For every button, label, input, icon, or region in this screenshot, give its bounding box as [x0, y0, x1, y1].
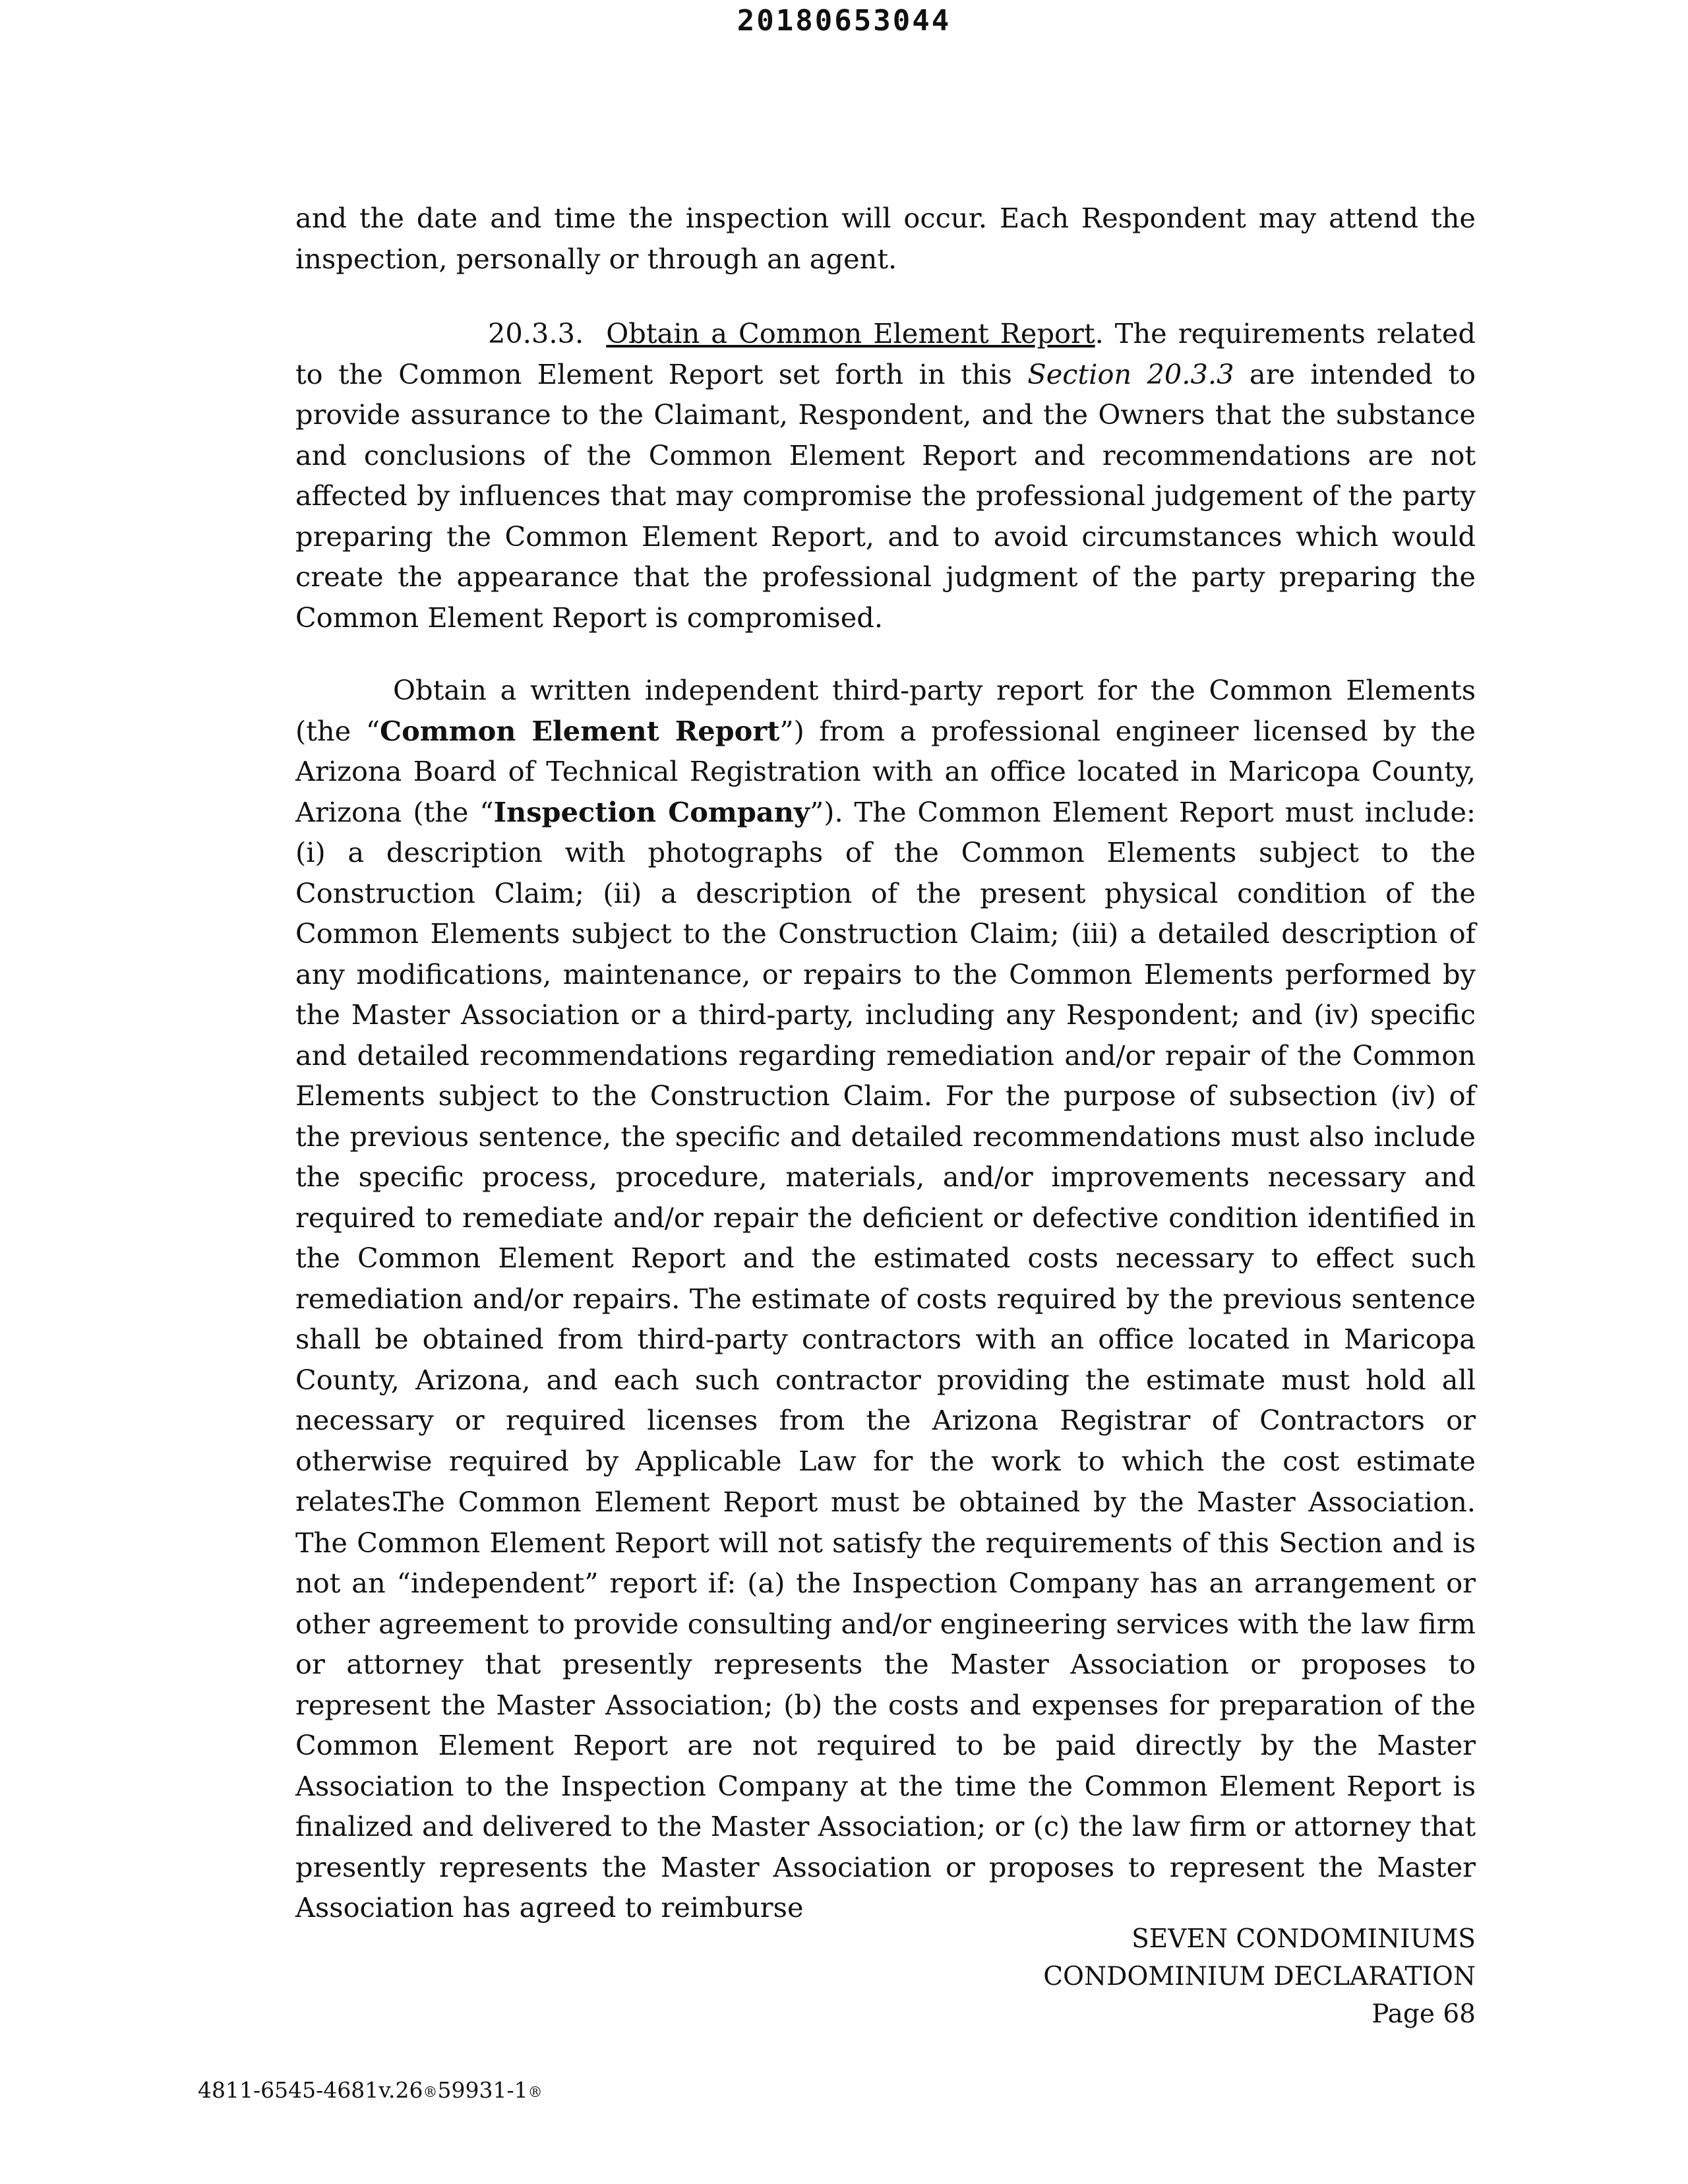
document-id-part2: 59931-1: [437, 2077, 528, 2103]
registered-mark-2: ®: [528, 2084, 543, 2101]
paragraph-obtain-report: [295, 670, 1476, 1522]
section-text-b: are intended to provide assurance to the Claimant, Respondent, and the Owners that the substance and conclusions of the Common Element Report and recommendations are not affected by influences that may compromise the professional judgement of the party preparing the Common Element Report, and to avoid circumstances which would create the appearance that the professional judgment of the party preparing the Common Element Report is compromised.: [295, 357, 1476, 634]
paragraph-master-association: [295, 1482, 1476, 1928]
page-number: Page 68: [1372, 1999, 1476, 2029]
section-number: 20.3.3.: [488, 317, 584, 349]
section-title: Obtain a Common Element Report: [606, 317, 1095, 349]
defined-term-common-element-report: Common Element Report: [380, 714, 780, 747]
defined-term-inspection-company: Inspection Company: [493, 795, 810, 828]
page-footer: [1043, 1920, 1476, 2033]
section-text-a: . The requirements related to the Common Element Report set forth in this: [295, 317, 1476, 390]
registered-mark-1: ®: [423, 2084, 438, 2101]
obtain-text-b: ”) from a professional engineer licensed by the Arizona Board of Technical Registration with an office located in Maricopa County, Arizona (the “: [295, 714, 1476, 828]
document-id: [198, 2076, 543, 2108]
paragraph-intro: [295, 198, 1476, 279]
paragraph-intro-text: and the date and time the inspection will occur. Each Respondent may attend the inspection, personally or through an agent.: [295, 202, 1476, 275]
footer-document-title: CONDOMINIUM DECLARATION: [1043, 1962, 1476, 1991]
paragraph-section-20-3-3: [295, 313, 1476, 638]
footer-project-name: SEVEN CONDOMINIUMS: [1131, 1924, 1476, 1954]
paragraph-master-association-text: The Common Element Report must be obtained by the Master Association. The Common Element Report will not satisfy the requirements of this Section and is not an “independent” report if: (a) the Inspection Company has an arrangement or other agreement to provide consulting and/or engineering services with the law firm or attorney that presently represents the Master Association or proposes to represent the Master Association; (b) the costs and expenses for preparation of the Common Element Report are not required to be paid directly by the Master Association to the Inspection Company at the time the Common Element Report is finalized and delivered to the Master Association; or (c) the law firm or attorney that presently represents the Master Association or proposes to represent the Master Association has agreed to reimburse: [295, 1486, 1476, 1924]
recording-number: 20180653044: [737, 4, 951, 38]
section-reference: Section 20.3.3: [1027, 357, 1234, 390]
document-id-part1: 4811-6545-4681v.26: [198, 2077, 423, 2103]
obtain-text-a: Obtain a written independent third-party report for the Common Elements (the “: [295, 674, 1476, 747]
obtain-text-c: ”). The Common Element Report must include: (i) a description with photographs of the Common Elements subject to the Construction Claim; (ii) a description of the present physical condition of the Common Elements subject to the Construction Claim; (iii) a detailed description of any modifications, maintenance, or repairs to the Common Elements performed by the Master Association or a third-party, including any Respondent; and (iv) specific and detailed recommendations regarding remediation and/or repair of the Common Elements subject to the Construction Claim. For the purpose of subsection (iv) of the previous sentence, the specific and detailed recommendations must also include the specific process, procedure, materials, and/or improvements necessary and required to remediate and/or repair the deficient or defective condition identified in the Common Element Report and the estimated costs necessary to effect such remediation and/or repairs. The estimate of costs required by the previous sentence shall be obtained from third-party contractors with an office located in Maricopa County, Arizona, and each such contractor providing the estimate must hold all necessary or required licenses from the Arizona Registrar of Contractors or otherwise required by Applicable Law for the work to which the cost estimate relates.: [295, 795, 1476, 1517]
